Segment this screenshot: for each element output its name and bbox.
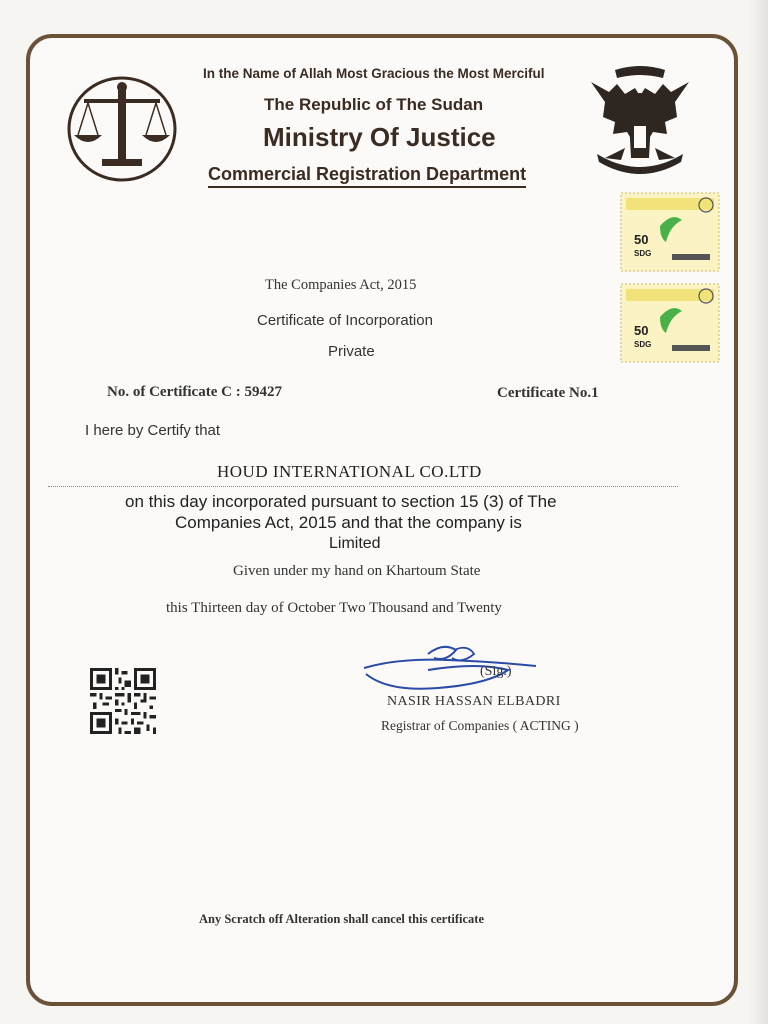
- given-under-hand: Given under my hand on Khartoum State: [233, 563, 481, 579]
- alteration-notice: Any Scratch off Alteration shall cancel this certificate: [199, 912, 485, 926]
- certificate-title: Certificate of Incorporation: [257, 312, 433, 329]
- registrar-role: Registrar of Companies ( ACTING ): [381, 718, 579, 733]
- stamp1-denomination: 50: [634, 232, 649, 247]
- signature-label: (Sig.): [480, 664, 512, 679]
- registrar-name: NASIR HASSAN ELBADRI: [387, 694, 561, 709]
- revenue-stamp-icon: [620, 283, 720, 363]
- certificate-copy-number: Certificate No.1: [497, 385, 599, 401]
- certify-statement: I here by Certify that: [85, 422, 221, 439]
- certificate-number: No. of Certificate C : 59427: [107, 384, 282, 400]
- page-edge-shadow: [748, 0, 768, 1024]
- company-name-dotted-line: [48, 486, 678, 487]
- body-text-line-1: on this day incorporated pursuant to section 15 (3) of The: [125, 492, 557, 511]
- stamp1-currency: SDG: [634, 249, 652, 258]
- qr-code-icon: [90, 668, 156, 734]
- revenue-stamp-icon: [620, 192, 720, 272]
- handwritten-signature: [358, 640, 548, 694]
- body-text-line-2: Companies Act, 2015 and that the company is: [175, 513, 522, 532]
- header-department: Commercial Registration Department: [208, 164, 526, 188]
- sudan-eagle-emblem-icon: [585, 62, 695, 184]
- header-republic: The Republic of The Sudan: [264, 95, 484, 114]
- issue-date: this Thirteen day of October Two Thousand and Twenty: [166, 600, 502, 616]
- body-text-line-3: Limited: [329, 535, 381, 552]
- header-bismillah: In the Name of Allah Most Gracious the Most Merciful: [203, 66, 545, 81]
- stamp2-denomination: 50: [634, 323, 649, 338]
- header-ministry: Ministry Of Justice: [263, 122, 496, 152]
- scales-of-justice-icon: [66, 75, 178, 183]
- company-type: Private: [328, 343, 375, 360]
- stamp2-currency: SDG: [634, 340, 652, 349]
- companies-act-title: The Companies Act, 2015: [265, 277, 417, 293]
- company-name: HOUD INTERNATIONAL CO.LTD: [217, 462, 482, 481]
